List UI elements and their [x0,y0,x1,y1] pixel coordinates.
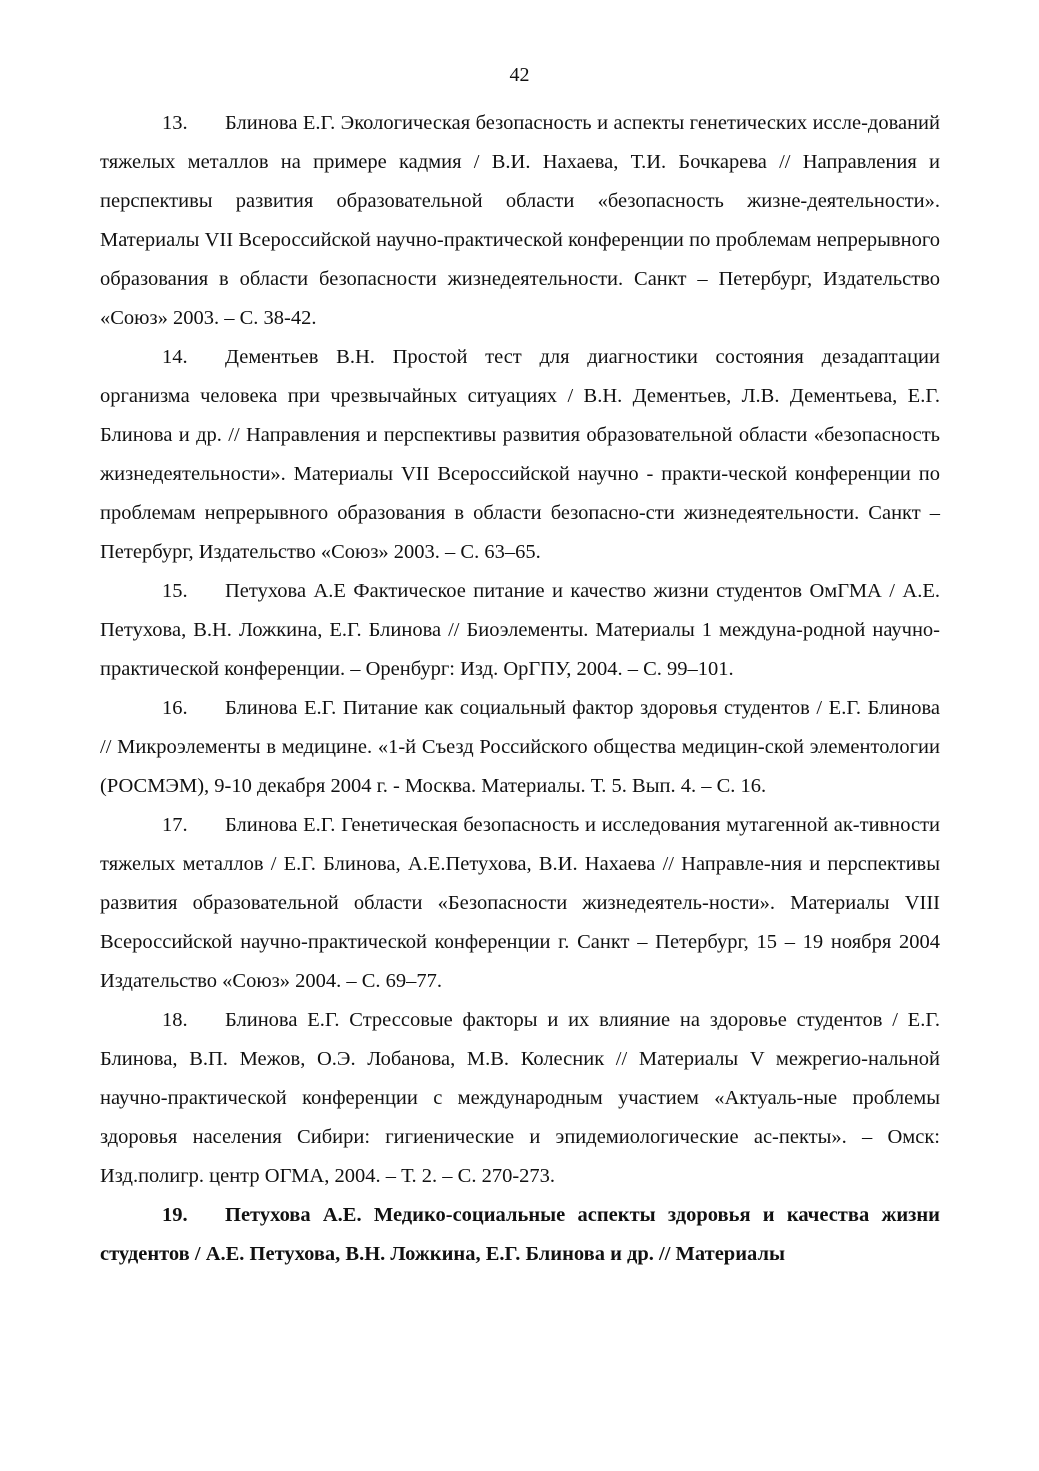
reference-text: Блинова Е.Г. Стрессовые факторы и их влияние на здоровье студентов / Е.Г. Блинова, В.П. Межов, О.Э. Лобанова, М.В. Колесник // Материалы V межрегио-нальной научно-практической конференции с международным участием «Актуаль-ные проблемы здоровья населения Сибири: гигиенические и эпидемиологические ас-пекты». – Омск: Изд.полигр. центр ОГМА, 2004. – Т. 2. – С. 270-273. [100,1009,940,1187]
reference-number: 13. [162,112,188,134]
reference-number: 14. [162,346,188,368]
reference-text: Блинова Е.Г. Генетическая безопасность и исследования мутагенной ак-тивности тяжелых металлов / Е.Г. Блинова, А.Е.Петухова, В.И. Нахаева // Направле-ния и перспективы развития образовательной области «Безопасности жизнедеятель-ности». Материалы VIII Всероссийской научно-практической конференции г. Санкт – Петербург, 15 – 19 ноября 2004 Издательство «Союз» 2004. – С. 69–77. [100,814,940,992]
reference-text: Дементьев В.Н. Простой тест для диагностики состояния дезадаптации организма человека при чрезвычайных ситуациях / В.Н. Дементьев, Л.В. Дементьева, Е.Г. Блинова и др. // Направления и перспективы развития образовательной области «безопасность жизнедеятельности». Материалы VII Всероссийской научно - практи-ческой конференции по проблемам непрерывного образования в области безопасно-сти жизнедеятельности. Санкт – Петербург, Издательство «Союз» 2003. – С. 63–65. [100,346,940,563]
reference-item [100,104,940,338]
reference-number: 18. [162,1009,188,1031]
reference-item [100,689,940,806]
reference-number: 16. [162,697,188,719]
reference-list [100,104,940,1274]
reference-text: Блинова Е.Г. Питание как социальный фактор здоровья студентов / Е.Г. Блинова // Микроэлементы в медицине. «1-й Съезд Российского общества медицин-ской элементологии (РОСМЭМ), 9-10 декабря 2004 г. - Москва. Материалы. Т. 5. Вып. 4. – С. 16. [100,697,940,797]
reference-item [100,1001,940,1196]
reference-item-bold [100,1196,940,1274]
reference-number: 19. [162,1204,188,1226]
reference-number: 17. [162,814,188,836]
reference-item [100,572,940,689]
reference-number: 15. [162,580,188,602]
reference-item [100,806,940,1001]
reference-item [100,338,940,572]
reference-text: Петухова А.Е. Медико-социальные аспекты здоровья и качества жизни студентов / А.Е. Петухова, В.Н. Ложкина, Е.Г. Блинова и др. // Материалы [100,1204,940,1265]
reference-text: Блинова Е.Г. Экологическая безопасность и аспекты генетических иссле-дований тяжелых металлов на примере кадмия / В.И. Нахаева, Т.И. Бочкарева // Направления и перспективы развития образовательной области «безопасность жизне-деятельности». Материалы VII Всероссийской научно-практической конференции по проблемам непрерывного образования в области безопасности жизнедеятельности. Санкт – Петербург, Издательство «Союз» 2003. – С. 38-42. [100,112,940,329]
reference-text: Петухова А.Е Фактическое питание и качество жизни студентов ОмГМА / А.Е. Петухова, В.Н. Ложкина, Е.Г. Блинова // Биоэлементы. Материалы 1 междуна-родной научно-практической конференции. – Оренбург: Изд. ОрГПУ, 2004. – С. 99–101. [100,580,940,680]
page-number: 42 [509,64,530,86]
